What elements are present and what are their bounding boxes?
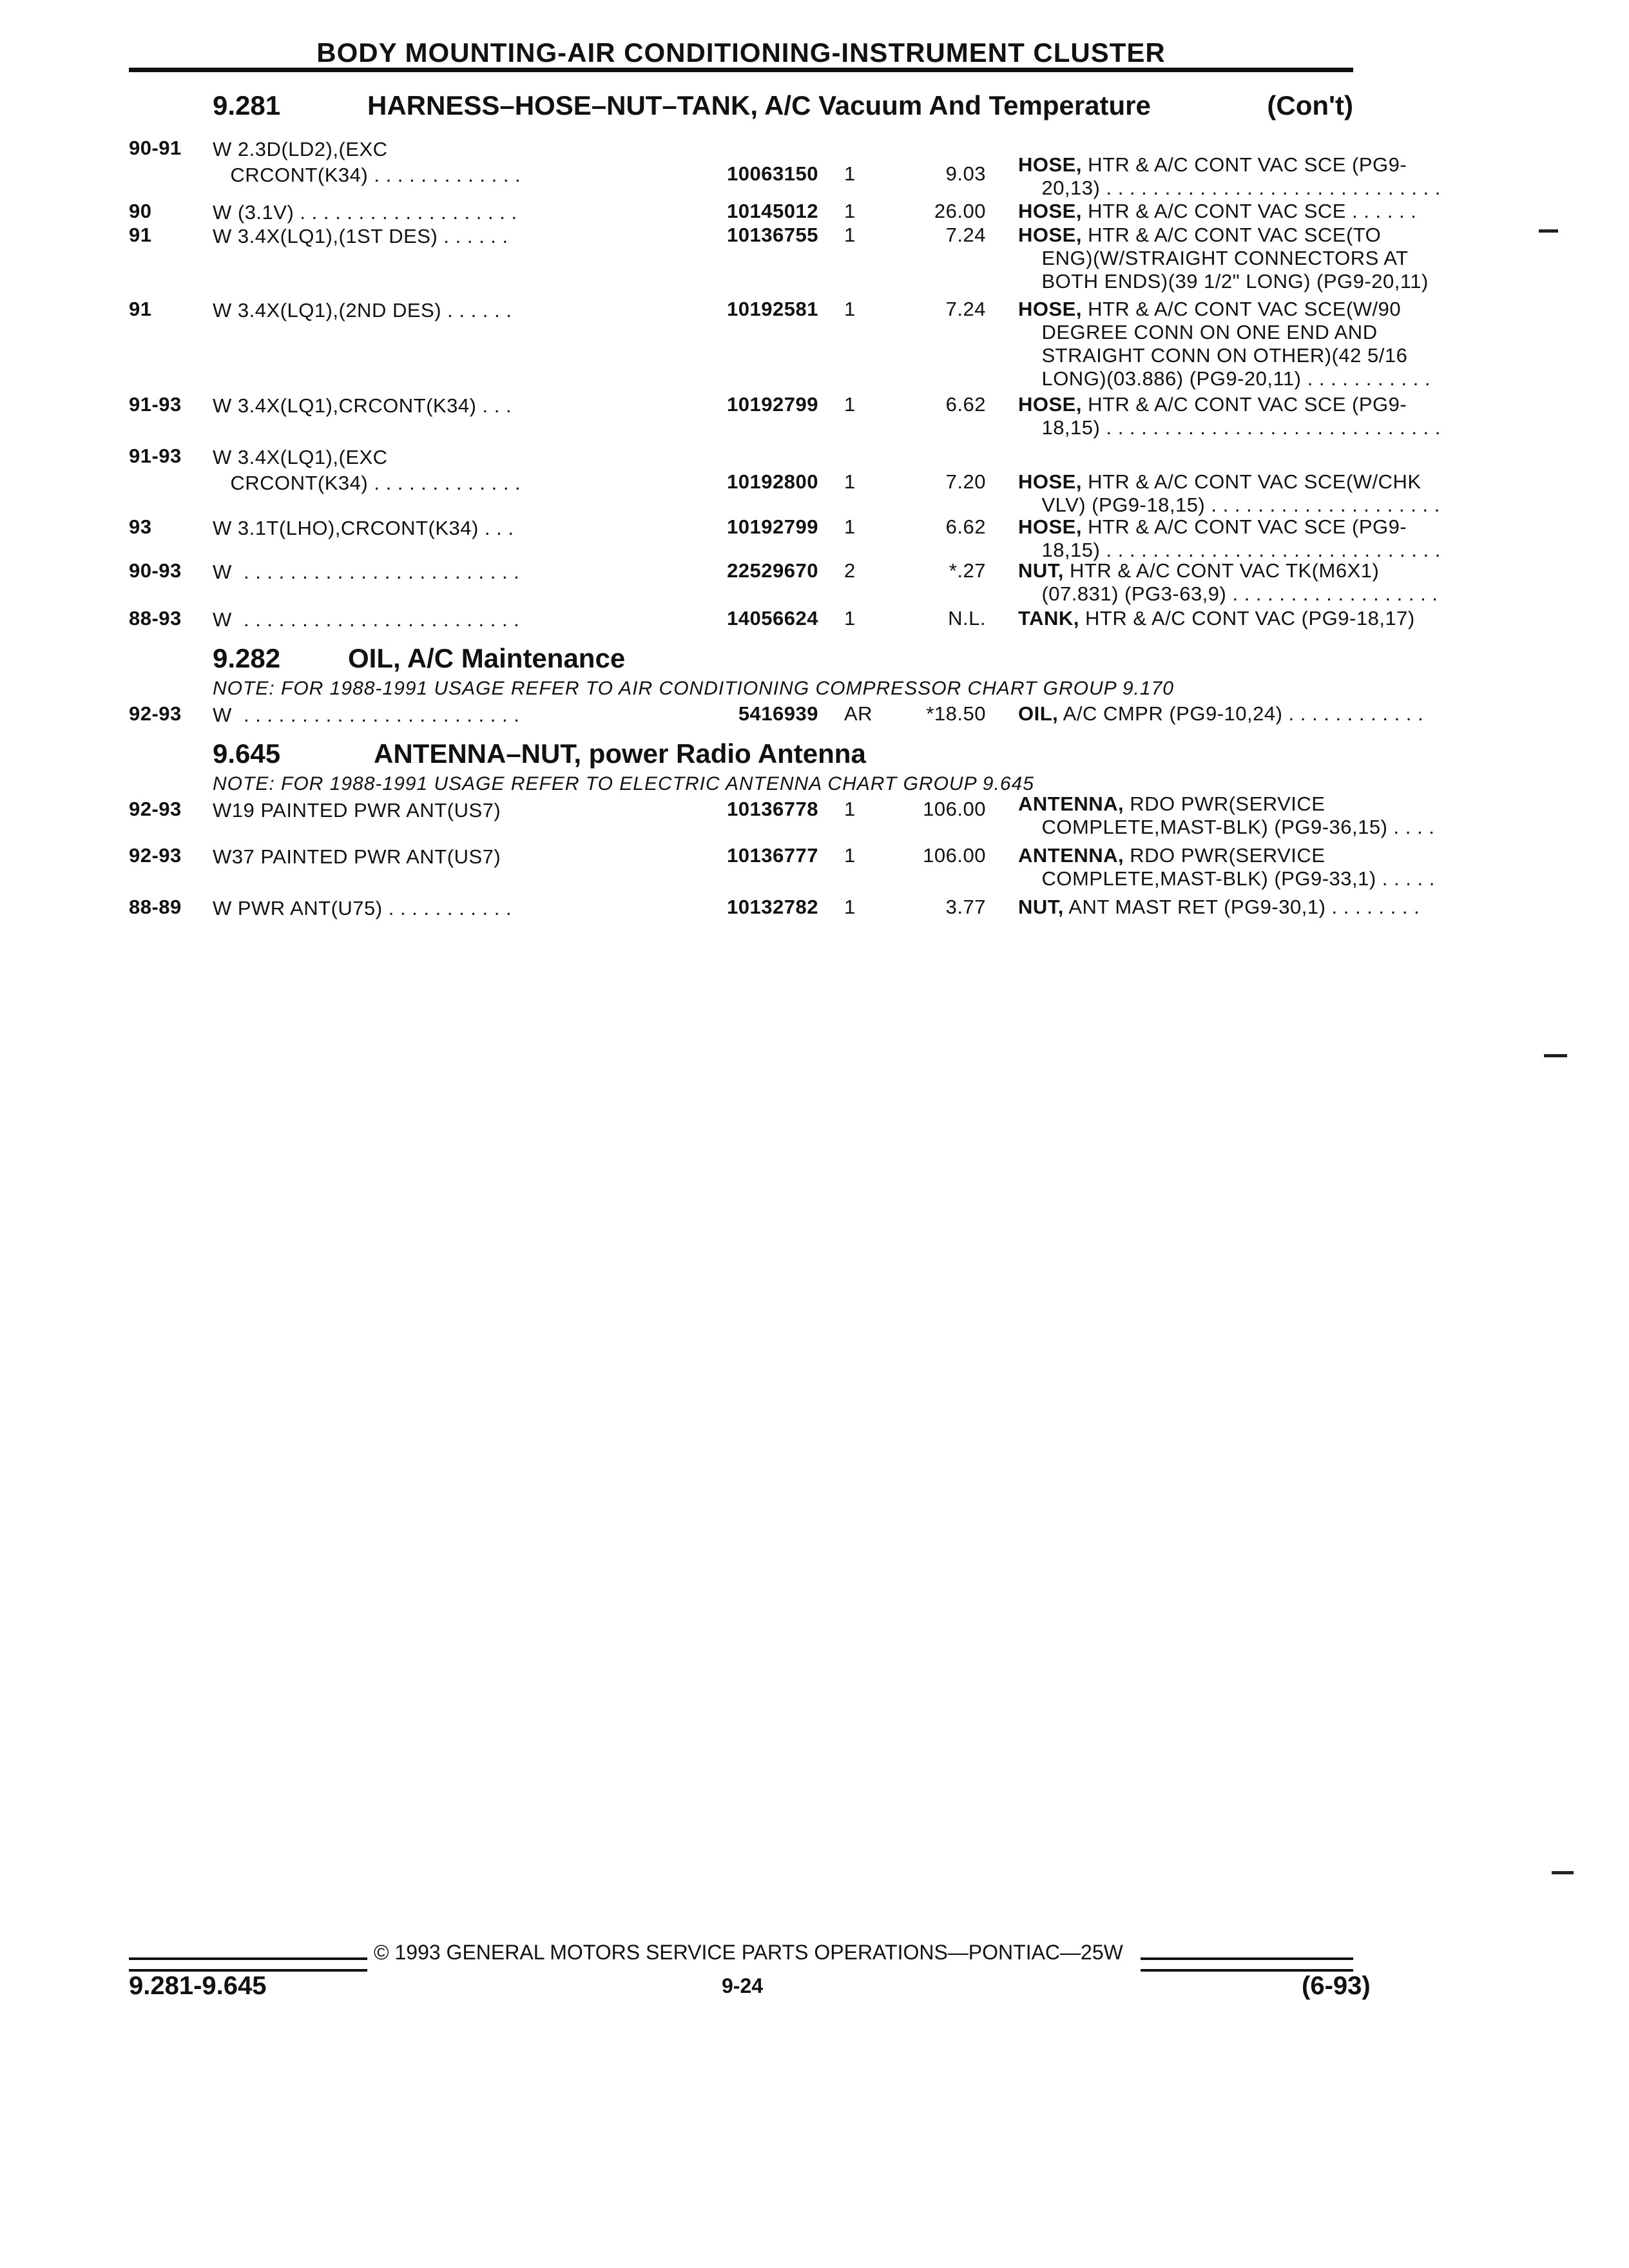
margin-mark [1539, 229, 1558, 233]
part-name-keyword: ANTENNA, [1018, 844, 1124, 867]
part-name-keyword: NUT, [1018, 896, 1064, 918]
usage-note: NOTE: FOR 1988-1991 USAGE REFER TO ELECTRIC ANTENNA CHART GROUP 9.645 [213, 773, 1034, 794]
part-name [1018, 896, 1482, 919]
quantity: 1 [844, 298, 856, 320]
part-number: 10136777 [727, 844, 818, 867]
application: W (3.1V) . . . . . . . . . . . . . . . . . . . [213, 201, 517, 224]
part-number: 10132782 [727, 896, 818, 918]
part-name-keyword: HOSE, [1018, 200, 1082, 222]
application: W 3.1T(LHO),CRCONT(K34) . . . [213, 517, 514, 539]
part-name-keyword: HOSE, [1018, 224, 1082, 246]
part-number: 10136778 [727, 798, 818, 820]
part-number: 10136755 [727, 224, 818, 246]
price: N.L. [948, 607, 986, 629]
copyright-line: © 1993 GENERAL MOTORS SERVICE PARTS OPERATIONS—PONTIAC—25W [374, 1941, 1123, 1964]
part-name-keyword: HOSE, [1018, 298, 1082, 320]
price: 6.62 [945, 393, 986, 416]
quantity: 1 [844, 844, 856, 867]
application: W 3.4X(LQ1),(1ST DES) . . . . . . [213, 225, 508, 247]
quantity: 1 [844, 470, 856, 493]
part-name-keyword: NUT, [1018, 559, 1064, 582]
quantity: 1 [844, 896, 856, 918]
part-number: 14056624 [727, 607, 818, 629]
part-name-detail: HTR & A/C CONT VAC SCE (PG9- 18,15) . . . . . . . . . . . . . . . . . . . . . . . . . . . . . [1041, 515, 1441, 561]
application: W 2.3D(LD2),(EXC CRCONT(K34) . . . . . . . . . . . . . [213, 138, 521, 186]
year-range: 92-93 [129, 844, 182, 867]
price: 26.00 [934, 200, 986, 222]
quantity: 1 [844, 607, 856, 629]
application: W . . . . . . . . . . . . . . . . . . . . . . . . [213, 608, 520, 631]
part-name [1018, 793, 1482, 839]
price: 106.00 [923, 844, 986, 867]
page-header [129, 0, 1353, 72]
part-name-detail: ANT MAST RET (PG9-30,1) . . . . . . . . [1063, 896, 1420, 918]
quantity: 1 [844, 224, 856, 246]
quantity: 1 [844, 798, 856, 820]
application: W37 PAINTED PWR ANT(US7) [213, 845, 501, 868]
page-range: 9.281-9.645 [129, 1972, 267, 2000]
price: 3.77 [945, 896, 986, 918]
application: W . . . . . . . . . . . . . . . . . . . . . . . . [213, 561, 520, 583]
part-name-detail: HTR & A/C CONT VAC TK(M6X1) (07.831) (PG3-63,9) . . . . . . . . . . . . . . . . . . [1041, 559, 1438, 605]
margin-mark [1544, 1054, 1567, 1057]
part-name-keyword: ANTENNA, [1018, 793, 1124, 815]
application: W 3.4X(LQ1),CRCONT(K34) . . . [213, 394, 512, 417]
part-name-keyword: HOSE, [1018, 515, 1082, 538]
revision-date: (6-93) [1302, 1972, 1371, 2000]
part-name [1018, 393, 1482, 439]
application: W PWR ANT(U75) . . . . . . . . . . . [213, 897, 512, 919]
part-name-detail: RDO PWR(SERVICE COMPLETE,MAST-BLK) (PG9-36,15) . . . . [1041, 793, 1435, 838]
year-range: 93 [129, 515, 152, 538]
year-range: 90 [129, 200, 152, 222]
year-range: 91 [129, 224, 152, 246]
part-name-detail: HTR & A/C CONT VAC SCE(TO ENG)(W/STRAIGHT CONNECTORS AT BOTH ENDS)(39 1/2" LONG) (PG9-20,11) [1041, 224, 1429, 293]
section-title: HARNESS–HOSE–NUT–TANK, A/C Vacuum And Temperature [367, 90, 1151, 120]
part-name-keyword: HOSE, [1018, 153, 1082, 176]
quantity: 1 [844, 515, 856, 538]
section-title: ANTENNA–NUT, power Radio Antenna [374, 738, 866, 769]
part-name [1018, 470, 1482, 517]
section-9-645 [129, 738, 1353, 777]
price: *18.50 [926, 702, 986, 725]
application: W . . . . . . . . . . . . . . . . . . . . . . . . [213, 704, 520, 726]
part-name [1018, 200, 1482, 223]
price: 9.03 [945, 162, 986, 185]
page-title: BODY MOUNTING-AIR CONDITIONING-INSTRUMENT CLUSTER [316, 37, 1166, 68]
price: 106.00 [923, 798, 986, 820]
part-number: 10192799 [727, 393, 818, 416]
application: W19 PAINTED PWR ANT(US7) [213, 799, 501, 822]
part-name-detail: HTR & A/C CONT VAC SCE . . . . . . [1081, 200, 1417, 222]
quantity: AR [844, 702, 873, 725]
part-name [1018, 607, 1482, 630]
part-name-detail: RDO PWR(SERVICE COMPLETE,MAST-BLK) (PG9-33,1) . . . . . [1041, 844, 1435, 890]
part-name [1018, 844, 1482, 890]
part-name-keyword: HOSE, [1018, 393, 1082, 416]
year-range: 90-91 [129, 137, 182, 159]
price: 7.24 [945, 224, 986, 246]
part-name [1018, 153, 1482, 200]
price: 7.24 [945, 298, 986, 320]
part-number: 5416939 [738, 702, 818, 725]
part-name-keyword: OIL, [1018, 702, 1059, 725]
part-name [1018, 515, 1482, 562]
quantity: 1 [844, 393, 856, 416]
year-range: 90-93 [129, 559, 182, 582]
part-name [1018, 298, 1482, 390]
price: 7.20 [945, 470, 986, 493]
usage-note: NOTE: FOR 1988-1991 USAGE REFER TO AIR CONDITIONING COMPRESSOR CHART GROUP 9.170 [213, 678, 1174, 699]
margin-mark [1552, 1871, 1574, 1874]
part-name-detail: HTR & A/C CONT VAC SCE (PG9- 20,13) . . . . . . . . . . . . . . . . . . . . . . . . . . . . . [1041, 153, 1441, 199]
quantity: 1 [844, 200, 856, 222]
year-range: 88-93 [129, 607, 182, 629]
section-9-281 [129, 90, 1353, 129]
price: *.27 [949, 559, 986, 582]
year-range: 91 [129, 298, 152, 320]
section-9-282 [129, 643, 1353, 682]
part-name-detail: HTR & A/C CONT VAC SCE (PG9- 18,15) . . . . . . . . . . . . . . . . . . . . . . . . . . . . . [1041, 393, 1441, 439]
section-title: OIL, A/C Maintenance [348, 643, 626, 673]
year-range: 92-93 [129, 798, 182, 820]
part-name-detail: HTR & A/C CONT VAC SCE(W/90 DEGREE CONN ON ONE END AND STRAIGHT CONN ON OTHER)(42 5/16 LONG)(03.886) (PG9-20,11) . . . . . . . . . . . [1041, 298, 1431, 390]
quantity: 1 [844, 162, 856, 185]
part-number: 10063150 [727, 162, 818, 185]
part-name [1018, 559, 1482, 606]
part-name-detail: A/C CMPR (PG9-10,24) . . . . . . . . . . . . [1058, 702, 1424, 725]
part-number: 10145012 [727, 200, 818, 222]
footer-rule [129, 1957, 367, 1960]
continued-label: (Con't) [1267, 90, 1353, 120]
part-number: 10192581 [727, 298, 818, 320]
part-name [1018, 702, 1482, 726]
part-name-detail: HTR & A/C CONT VAC (PG9-18,17) [1079, 607, 1415, 629]
part-name [1018, 224, 1482, 293]
part-number: 22529670 [727, 559, 818, 582]
part-name-keyword: TANK, [1018, 607, 1079, 629]
price: 6.62 [945, 515, 986, 538]
quantity: 2 [844, 559, 856, 582]
footer-rule [1141, 1957, 1353, 1960]
part-name-detail: HTR & A/C CONT VAC SCE(W/CHK VLV) (PG9-18,15) . . . . . . . . . . . . . . . . . . . . [1041, 470, 1440, 516]
year-range: 91-93 [129, 393, 182, 416]
part-number: 10192800 [727, 470, 818, 493]
year-range: 92-93 [129, 702, 182, 725]
part-name-keyword: HOSE, [1018, 470, 1082, 493]
section-number: 9.282 [213, 643, 281, 673]
application: W 3.4X(LQ1),(2ND DES) . . . . . . [213, 299, 512, 322]
year-range: 88-89 [129, 896, 182, 918]
page-number: 9-24 [722, 1974, 764, 1997]
application: W 3.4X(LQ1),(EXC CRCONT(K34) . . . . . . . . . . . . . [213, 446, 521, 494]
part-number: 10192799 [727, 515, 818, 538]
year-range: 91-93 [129, 445, 182, 467]
section-number: 9.645 [213, 738, 281, 769]
section-number: 9.281 [213, 90, 281, 120]
